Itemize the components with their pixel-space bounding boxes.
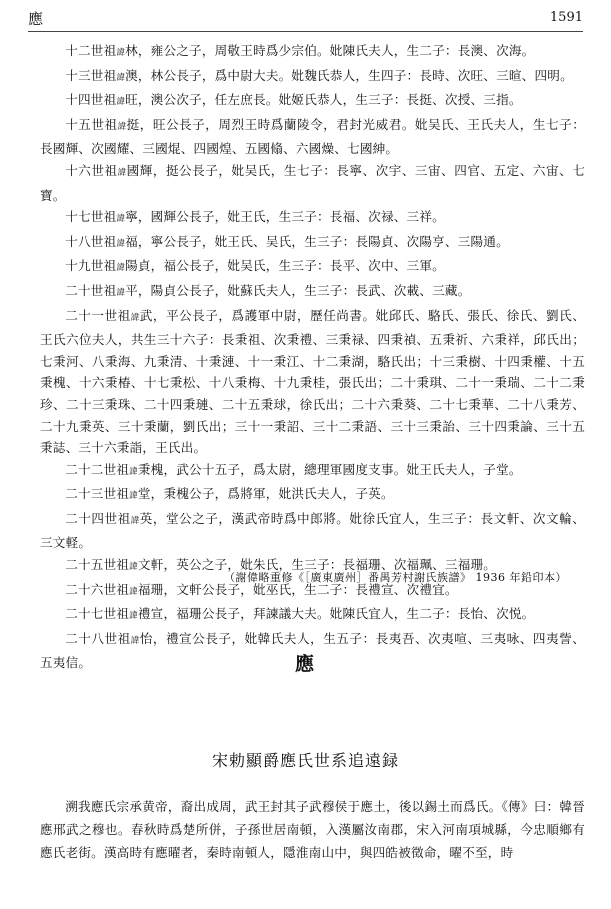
taboo-name-marker: 諱 <box>129 586 138 597</box>
entry-text: 十四世祖 <box>65 92 117 108</box>
genealogy-entry <box>40 40 585 65</box>
entry-text: 二十三世祖 <box>65 486 130 502</box>
taboo-name-marker: 諱 <box>117 167 127 178</box>
taboo-name-marker: 諱 <box>116 263 126 274</box>
taboo-name-marker: 諱 <box>116 97 126 108</box>
entry-text: 福珊，文軒公長子，妣巫氏，生二子：長禮宣、次禮宜。 <box>137 581 458 597</box>
genealogy-entry <box>40 603 585 628</box>
entry-text: 武，平公長子，爲護軍中尉，歷任尚書。妣邱氏、駱氏、張氏、徐氏、劉氏、王氏六位夫人，共生三十六子：長秉祖、次秉禮、三秉禄、四秉禎、五秉祈、六秉祥，邱氏出；七秉河、八秉海、九秉清、十秉漣、十一秉江、十二秉湖，駱氏出；十三秉樹、十四秉權、十五秉槐、十六秉椿、十七秉松、十八秉梅、十九秉桂，張氏出；二十秉琪、二十一秉瑞、二十二秉珍、二十三秉珠、二十四秉璉、二十五秉球，徐氏出；二十六秉葵、二十七秉華、二十八秉芳、二十九秉英、三十秉蘭，劉氏出；三十一秉詔、三十二秉語、三十三秉詒、三十四秉論、三十五秉誌、三十六秉詣，王氏出。 <box>40 307 585 456</box>
entry-text: 十三世祖 <box>65 67 117 83</box>
entry-text: 十七世祖 <box>65 209 117 225</box>
taboo-name-marker: 諱 <box>116 214 126 225</box>
genealogy-entry <box>40 255 585 280</box>
entry-text: 國輝，挺公長子，妣吴氏，生七子：長寧、次宇、三宙、四官、五定、六宙、七寶。 <box>40 162 585 203</box>
entry-text: 二十二世祖 <box>65 461 130 477</box>
entry-text: 二十世祖 <box>65 282 117 298</box>
genealogy-entry <box>40 508 585 554</box>
source-citation: （謝偉略重修《［廣東廣州］番禺芳村謝氏族譜》 1936 年鉛印本） <box>224 571 567 584</box>
taboo-name-marker: 諱 <box>116 72 126 83</box>
entry-text: 平，陽貞公長子，妣蘇氏夫人，生三子：長武、次載、三藏。 <box>125 282 471 298</box>
genealogy-entry <box>40 483 585 508</box>
taboo-name-marker: 諱 <box>129 491 138 502</box>
entry-text: 二十七世祖 <box>65 606 130 622</box>
entry-text: 二十一世祖 <box>65 307 131 323</box>
taboo-name-marker: 諱 <box>130 312 140 323</box>
entry-text: 林，雍公之子，周敬王時爲少宗伯。妣陳氏夫人，生二子：長澳、次海。 <box>125 43 535 58</box>
entry-text: 文軒，英公之子，妣朱氏，生三子：長福珊、次福珮、三福珊。 <box>137 557 497 573</box>
entry-text: 澳，林公長子，爲中尉大夫。妣魏氏恭人，生四子：長時、次旺、三暄、四明。 <box>125 67 573 83</box>
entry-text: 二十四世祖 <box>65 510 131 526</box>
page-number: 1591 <box>549 10 583 25</box>
entry-text: 福，寧公長子，妣王氏、吴氏，生三子：長陽貞、次陽亨、三陽通。 <box>125 233 509 249</box>
genealogy-entry <box>40 459 585 484</box>
entry-text: 怡，禮宣公長子，妣韓氏夫人，生五子：長夷吾、次夷喧、三夷咏、四夷訾、五夷信。 <box>40 630 585 671</box>
genealogy-entry <box>40 280 585 305</box>
header-rule <box>28 31 583 32</box>
genealogy-entry <box>40 305 585 459</box>
taboo-name-marker: 諱 <box>117 121 127 132</box>
taboo-name-marker: 諱 <box>129 611 138 622</box>
running-head: 應 <box>28 10 44 28</box>
section-title: 應 <box>294 653 316 675</box>
entry-text: 二十八世祖 <box>65 630 131 646</box>
entry-text: 挺，旺公長子，周烈王時爲蘭陵令，君封光威君。妣吴氏、王氏夫人，生七子：長國輝、次國耀、三國焜、四國煌、五國翛、六國燥、七國紳。 <box>40 116 585 157</box>
document-subtitle: 宋勅顯爵應氏世系追遠録 <box>211 751 399 770</box>
genealogy-entry <box>40 65 585 90</box>
entry-text: 旺，澳公次子，任左庶長。妣姬氏恭人，生三子：長挺、次授、三指。 <box>125 92 522 108</box>
entry-text: 禮宣，福珊公長子，拜諫議大夫。妣陳氏宜人，生二子：長怡、次悦。 <box>137 606 535 622</box>
entry-text: 寧，國輝公長子，妣王氏，生三子：長福、次禄、三祥。 <box>125 209 445 225</box>
entry-text: 堂，秉槐公子，爲將軍，妣洪氏夫人，子英。 <box>137 486 394 502</box>
genealogy-entry <box>40 89 585 114</box>
genealogy-entry <box>40 206 585 231</box>
entry-text: 十六世祖 <box>65 162 118 178</box>
genealogy-entry <box>40 160 585 206</box>
taboo-name-marker: 諱 <box>116 238 126 249</box>
taboo-name-marker: 諱 <box>129 562 138 573</box>
entry-text: 英，堂公之子，漢武帝時爲中郎將。妣徐氏宜人，生三子：長文軒、次文輪、三文軽。 <box>40 510 585 551</box>
taboo-name-marker: 諱 <box>129 466 138 477</box>
entry-text: 十八世祖 <box>65 233 117 249</box>
taboo-name-marker: 諱 <box>130 515 140 526</box>
genealogy-entry <box>40 114 585 160</box>
entry-text: 十五世祖 <box>65 116 118 132</box>
entry-text: 十九世祖 <box>65 258 117 274</box>
entry-text: 二十五世祖 <box>65 557 130 573</box>
taboo-name-marker: 諱 <box>130 635 140 646</box>
taboo-name-marker: 諱 <box>116 287 126 298</box>
taboo-name-marker: 諱 <box>116 48 126 58</box>
entry-text: 陽貞，福公長子，妣吴氏，生三子：長平、次中、三軍。 <box>125 258 445 274</box>
genealogy-entry <box>40 231 585 256</box>
entry-text: 二十六世祖 <box>65 581 130 597</box>
page-header <box>28 8 583 30</box>
entry-text: 秉槐，武公十五子，爲太尉，總理軍國度支事。妣王氏夫人，子堂。 <box>137 461 522 477</box>
entry-text: 十二世祖 <box>65 43 117 58</box>
body-paragraph: 溯我應氏宗承黄帝，裔出成周，武王封其子武穆侯于應土，後以錫土而爲氏。《傳》曰：韓晉應邢武之穆也。春秋時爲楚所併，子孫世居南頓，入漢屬汝南郡，宋入河南項城縣，今忠順鄉有應氏老街。漢高時有應曜者，秦時南頓人，隱淮南山中，與四皓被徵命，曜不至，時 <box>40 799 585 860</box>
